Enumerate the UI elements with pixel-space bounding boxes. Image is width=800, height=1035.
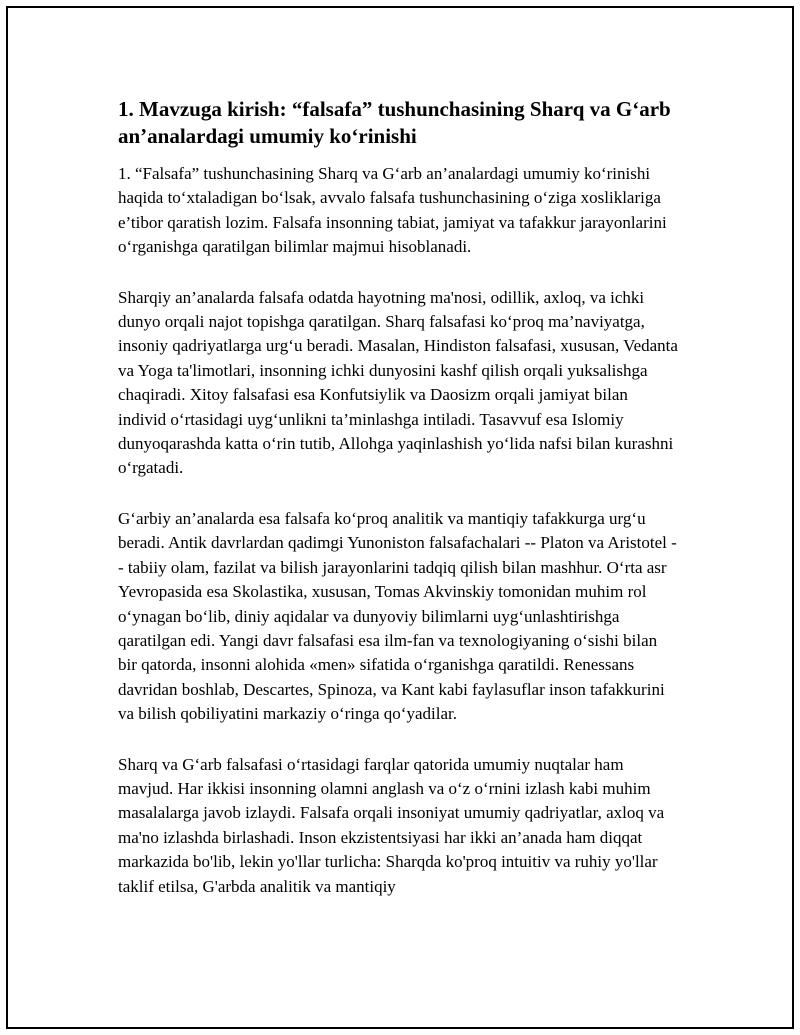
paragraph-intro: 1. “Falsafa” tushunchasining Sharq va G‘arb an’analardagi umumiy ko‘rinishi haqida to‘xtaladigan bo‘lsak, avvalo falsafa tushunchasining o‘ziga xosliklariga e’tibor qaratish lozim. Falsafa insonning tabiat, jamiyat va tafakkur jarayonlarini o‘rganishga qaratilgan bilimlar majmui hisoblanadi. bbox=[118, 164, 667, 257]
paragraph-western-traditions: G‘arbiy an’analarda esa falsafa ko‘proq analitik va mantiqiy tafakkurga urg‘u beradi. Antik davrlardan qadimgi Yunoniston falsafachalari -- Platon va Aristotel -- tabiiy olam, fazilat va bilish jarayonlarini tadqiq qilish bilan mashhur. O‘rta asr Yevropasida esa Skolastika, xususan, Tomas Akvinskiy tomonidan muhim rol o‘ynagan bo‘lib, diniy aqidalar va dunyoviy bilimlarni uyg‘unlashtirishga qaratilgan edi. Yangi davr falsafasi esa ilm-fan va texnologiyaning o‘sishi bilan bir qatorda, insonni alohida «men» sifatida o‘rganishga qaratildi. Renessans davridan boshlab, Descartes, Spinoza, va Kant kabi faylasuflar inson tafakkurini va bilish qobiliyatini markaziy o‘ringa qo‘yadilar. bbox=[118, 508, 677, 724]
document-page bbox=[6, 6, 794, 1029]
paragraph-eastern-traditions: Sharqiy an’analarda falsafa odatda hayotning ma'nosi, odillik, axloq, va ichki dunyo orqali najot topishga qaratilgan. Sharq falsafasi ko‘proq ma’naviyatga, insoniy qadriyatlarga urg‘u beradi. Masalan, Hindiston falsafasi, xususan, Vedanta va Yoga ta'limotlari, insonning ichki dunyosini kashf qilish orqali yuksalishga chaqiradi. Xitoy falsafasi esa Konfutsiylik va Daosizm orqali jamiyat bilan individ o‘rtasidagi uyg‘unlikni ta’minlashga intiladi. Tasavvuf esa Islomiy dunyoqarashda katta o‘rin tutib, Allohga yaqinlashish yo‘lida nafsi bilan kurashni o‘rgatadi. bbox=[118, 287, 678, 478]
document-body bbox=[118, 96, 678, 925]
paragraph-common-points: Sharq va G‘arb falsafasi o‘rtasidagi farqlar qatorida umumiy nuqtalar ham mavjud. Har ikkisi insonning olamni anglash va o‘z o‘rnini izlash kabi muhim masalalarga javob izlaydi. Falsafa orqali insoniyat umumiy qadriyatlar, axloq va ma'no izlashda birlashadi. Inson ekzistentsiyasi har ikki an’anada ham diqqat markazida bo'lib, lekin yo'llar turlicha: Sharqda ko'proq intuitiv va ruhiy yo'llar taklif etilsa, G'arbda analitik va mantiqiy bbox=[118, 754, 665, 896]
document-title: 1. Mavzuga kirish: “falsafa” tushunchasining Sharq va G‘arb an’analardagi umumiy ko‘rinishi bbox=[118, 97, 671, 148]
